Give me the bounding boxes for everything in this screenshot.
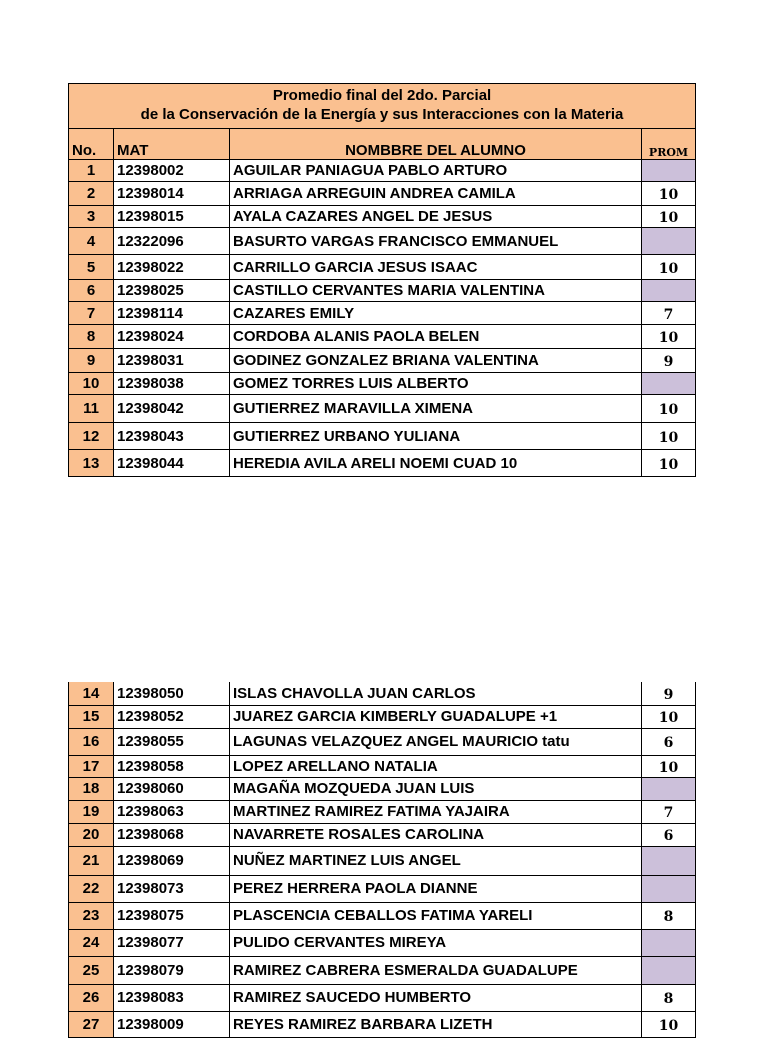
grade-cell	[642, 777, 696, 800]
grade-cell: 7	[642, 302, 696, 325]
grade-cell: 9	[642, 349, 696, 373]
student-name: JUAREZ GARCIA KIMBERLY GUADALUPE +1	[230, 705, 642, 728]
student-id: 12398043	[114, 423, 230, 450]
student-name: PLASCENCIA CEBALLOS FATIMA YARELI	[230, 902, 642, 929]
grade-cell: 10	[642, 705, 696, 728]
student-id: 12398044	[114, 450, 230, 477]
student-name: NAVARRETE ROSALES CAROLINA	[230, 823, 642, 846]
student-name: GUTIERREZ URBANO YULIANA	[230, 423, 642, 450]
student-name: AYALA CAZARES ANGEL DE JESUS	[230, 206, 642, 228]
table-row	[69, 182, 696, 206]
student-name: GODINEZ GONZALEZ BRIANA VALENTINA	[230, 349, 642, 373]
student-id: 12398058	[114, 755, 230, 777]
grade-cell	[642, 929, 696, 956]
row-number: 16	[69, 728, 114, 755]
table-title-line2: de la Conservación de la Energía y sus Interacciones con la Materia	[69, 106, 696, 129]
grade-cell: 10	[642, 395, 696, 423]
table-row	[69, 682, 696, 705]
table-row	[69, 823, 696, 846]
row-number: 25	[69, 956, 114, 984]
student-name: LAGUNAS VELAZQUEZ ANGEL MAURICIO tatu	[230, 728, 642, 755]
row-number: 6	[69, 280, 114, 302]
row-number: 20	[69, 823, 114, 846]
student-id: 12398114	[114, 302, 230, 325]
table-row	[69, 875, 696, 902]
header-name: NOMBBRE DEL ALUMNO	[230, 129, 642, 160]
row-number: 27	[69, 1011, 114, 1037]
student-name: CARRILLO GARCIA JESUS ISAAC	[230, 255, 642, 280]
student-id: 12398077	[114, 929, 230, 956]
table-row	[69, 373, 696, 395]
student-id: 12398055	[114, 728, 230, 755]
grade-cell: 10	[642, 450, 696, 477]
table-row	[69, 1011, 696, 1037]
row-number: 11	[69, 395, 114, 423]
student-name: RAMIREZ CABRERA ESMERALDA GUADALUPE	[230, 956, 642, 984]
row-number: 15	[69, 705, 114, 728]
table-row	[69, 777, 696, 800]
grade-cell: 6	[642, 728, 696, 755]
student-name: AGUILAR PANIAGUA PABLO ARTURO	[230, 160, 642, 182]
header-prom: PROM	[642, 129, 696, 160]
student-id: 12398038	[114, 373, 230, 395]
row-number: 18	[69, 777, 114, 800]
grade-cell: 10	[642, 423, 696, 450]
student-name: PULIDO CERVANTES MIREYA	[230, 929, 642, 956]
student-name: RAMIREZ SAUCEDO HUMBERTO	[230, 984, 642, 1011]
table-row	[69, 423, 696, 450]
grade-cell	[642, 280, 696, 302]
row-number: 1	[69, 160, 114, 182]
table-row	[69, 800, 696, 823]
student-id: 12398025	[114, 280, 230, 302]
grade-cell: 8	[642, 902, 696, 929]
student-name: ISLAS CHAVOLLA JUAN CARLOS	[230, 682, 642, 705]
table-row	[69, 160, 696, 182]
student-name: MARTINEZ RAMIREZ FATIMA YAJAIRA	[230, 800, 642, 823]
table-row	[69, 349, 696, 373]
table-row	[69, 228, 696, 255]
table-row	[69, 755, 696, 777]
table-row	[69, 255, 696, 280]
student-name: GOMEZ TORRES LUIS ALBERTO	[230, 373, 642, 395]
row-number: 14	[69, 682, 114, 705]
student-name: NUÑEZ MARTINEZ LUIS ANGEL	[230, 846, 642, 875]
student-id: 12322096	[114, 228, 230, 255]
row-number: 24	[69, 929, 114, 956]
row-number: 12	[69, 423, 114, 450]
student-id: 12398052	[114, 705, 230, 728]
table-row	[69, 395, 696, 423]
table-row	[69, 846, 696, 875]
row-number: 22	[69, 875, 114, 902]
student-name: BASURTO VARGAS FRANCISCO EMMANUEL	[230, 228, 642, 255]
row-number: 4	[69, 228, 114, 255]
row-number: 26	[69, 984, 114, 1011]
row-number: 23	[69, 902, 114, 929]
grade-cell: 7	[642, 800, 696, 823]
row-number: 13	[69, 450, 114, 477]
grades-table-1	[68, 83, 696, 477]
student-id: 12398014	[114, 182, 230, 206]
table-row	[69, 280, 696, 302]
table-row	[69, 984, 696, 1011]
grade-cell	[642, 160, 696, 182]
student-name: HEREDIA AVILA ARELI NOEMI CUAD 10	[230, 450, 642, 477]
grade-cell: 9	[642, 682, 696, 705]
row-number: 5	[69, 255, 114, 280]
student-name: CASTILLO CERVANTES MARIA VALENTINA	[230, 280, 642, 302]
grade-cell: 10	[642, 755, 696, 777]
row-number: 10	[69, 373, 114, 395]
row-number: 2	[69, 182, 114, 206]
grade-cell: 10	[642, 255, 696, 280]
student-id: 12398009	[114, 1011, 230, 1037]
student-name: GUTIERREZ MARAVILLA XIMENA	[230, 395, 642, 423]
grade-cell: 6	[642, 823, 696, 846]
row-number: 17	[69, 755, 114, 777]
table-body-2	[69, 682, 696, 1037]
student-name: REYES RAMIREZ BARBARA LIZETH	[230, 1011, 642, 1037]
table-row	[69, 206, 696, 228]
table-row	[69, 450, 696, 477]
table-body-1	[69, 160, 696, 477]
student-id: 12398022	[114, 255, 230, 280]
row-number: 9	[69, 349, 114, 373]
grade-cell: 10	[642, 1011, 696, 1037]
student-id: 12398015	[114, 206, 230, 228]
table-row	[69, 325, 696, 349]
table-row	[69, 728, 696, 755]
student-id: 12398079	[114, 956, 230, 984]
grade-cell	[642, 228, 696, 255]
student-id: 12398002	[114, 160, 230, 182]
row-number: 3	[69, 206, 114, 228]
grade-cell	[642, 875, 696, 902]
student-name: CAZARES EMILY	[230, 302, 642, 325]
student-name: MAGAÑA MOZQUEDA JUAN LUIS	[230, 777, 642, 800]
student-id: 12398073	[114, 875, 230, 902]
student-id: 12398042	[114, 395, 230, 423]
student-id: 12398069	[114, 846, 230, 875]
table-row	[69, 956, 696, 984]
row-number: 7	[69, 302, 114, 325]
grade-cell	[642, 373, 696, 395]
student-id: 12398024	[114, 325, 230, 349]
row-number: 19	[69, 800, 114, 823]
student-id: 12398060	[114, 777, 230, 800]
grade-cell: 10	[642, 182, 696, 206]
student-name: LOPEZ ARELLANO NATALIA	[230, 755, 642, 777]
grade-cell	[642, 956, 696, 984]
student-id: 12398083	[114, 984, 230, 1011]
student-id: 12398050	[114, 682, 230, 705]
grade-cell: 8	[642, 984, 696, 1011]
student-name: PEREZ HERRERA PAOLA DIANNE	[230, 875, 642, 902]
table-row	[69, 302, 696, 325]
table-row	[69, 902, 696, 929]
student-name: CORDOBA ALANIS PAOLA BELEN	[230, 325, 642, 349]
table-row	[69, 929, 696, 956]
grade-cell: 10	[642, 206, 696, 228]
student-id: 12398063	[114, 800, 230, 823]
table-title-line1: Promedio final del 2do. Parcial	[69, 84, 696, 107]
grades-table-2	[68, 682, 696, 1038]
student-id: 12398075	[114, 902, 230, 929]
student-id: 12398031	[114, 349, 230, 373]
student-name: ARRIAGA ARREGUIN ANDREA CAMILA	[230, 182, 642, 206]
table-row	[69, 705, 696, 728]
row-number: 8	[69, 325, 114, 349]
header-mat: MAT	[114, 129, 230, 160]
grade-cell: 10	[642, 325, 696, 349]
student-id: 12398068	[114, 823, 230, 846]
row-number: 21	[69, 846, 114, 875]
header-no: No.	[69, 129, 114, 160]
grade-cell	[642, 846, 696, 875]
